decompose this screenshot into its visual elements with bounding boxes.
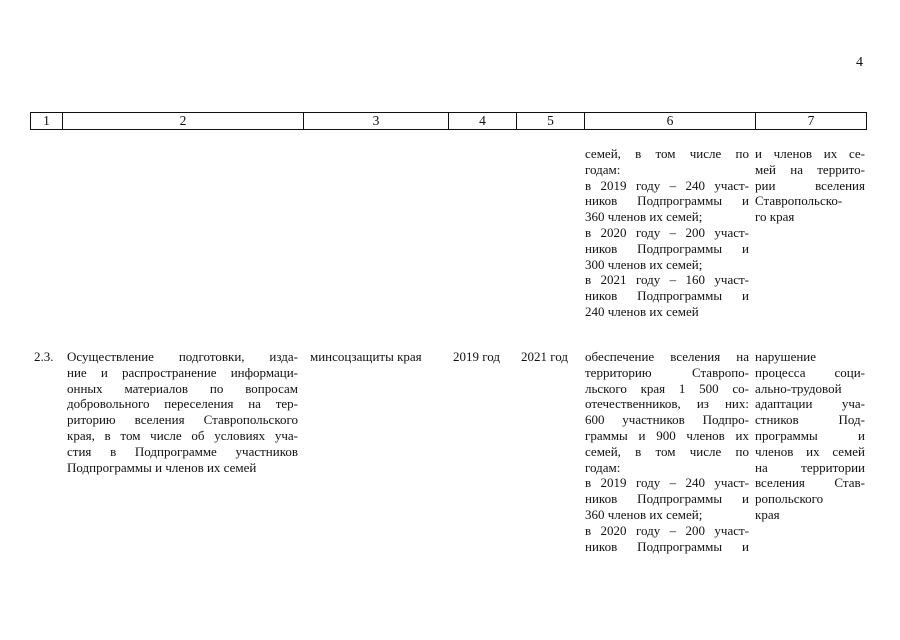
continuation-consequence-line: и членов их се- — [755, 146, 865, 161]
expected-result-line: ников Подпрограммы и — [585, 491, 749, 507]
continuation-consequence-line: рии вселения — [755, 177, 865, 193]
continuation-result-line: ников Подпрограммы и — [585, 288, 749, 304]
consequence-line: ропольского — [755, 491, 824, 507]
executor-cell: минсоцзащиты края — [310, 349, 422, 364]
page-number: 4 — [856, 55, 863, 70]
row-number: 2.3. — [34, 349, 54, 364]
expected-result-line: в 2019 году – 240 участ- — [585, 475, 749, 491]
expected-result-line: ников Подпрограммы и — [585, 538, 749, 554]
expected-result-line: обеспечение вселения на — [585, 349, 749, 364]
column-number-6: 6 — [585, 113, 756, 130]
measure-description-line: Осуществление подготовки, изда- — [67, 349, 298, 364]
column-header-row — [30, 112, 867, 130]
consequence-line: процесса соци- — [755, 364, 865, 380]
expected-result-line: годам: — [585, 459, 621, 475]
start-year-cell: 2019 год — [453, 349, 500, 364]
expected-result-cell — [585, 349, 749, 554]
expected-result-line: в 2020 году – 200 участ- — [585, 522, 749, 538]
consequence-cell — [755, 349, 865, 523]
continuation-result-line: в 2021 году – 160 участ- — [585, 272, 749, 288]
consequence-line: программы и — [755, 427, 865, 443]
measure-description-line: ние и распространение информаци- — [67, 364, 298, 380]
continuation-consequence-line: Ставропольско- — [755, 193, 843, 209]
consequence-line: нарушение — [755, 349, 817, 364]
expected-result-line: 600 участников Подпро- — [585, 412, 749, 428]
expected-result-line: граммы и 900 членов их — [585, 427, 749, 443]
continuation-result-line: семей, в том числе по — [585, 146, 749, 161]
continuation-consequence-line: мей на террито- — [755, 161, 865, 177]
column-number-1: 1 — [31, 113, 63, 130]
expected-result-line: льского края 1 500 со- — [585, 380, 749, 396]
measure-description-line: Подпрограммы и членов их семей — [67, 459, 257, 475]
column-number-3: 3 — [304, 113, 449, 130]
measure-description-line: края, в том числе об условиях уча- — [67, 427, 298, 443]
expected-result-line: территорию Ставропо- — [585, 364, 749, 380]
consequence-line: членов их семей — [755, 443, 865, 459]
continuation-result-line: ников Подпрограммы и — [585, 240, 749, 256]
continuation-result-line: в 2019 году – 240 участ- — [585, 177, 749, 193]
measure-description-line: стия в Подпрограмме участников — [67, 443, 298, 459]
consequence-line: ально-трудовой — [755, 380, 842, 396]
column-number-4: 4 — [449, 113, 517, 130]
end-year-cell: 2021 год — [521, 349, 568, 364]
measure-description-line: добровольного переселения на тер- — [67, 396, 298, 412]
continuation-result-line: годам: — [585, 161, 621, 177]
continuation-result-cell — [585, 146, 749, 320]
expected-result-line: 360 членов их семей; — [585, 506, 703, 522]
measure-description-line: риторию вселения Ставропольского — [67, 412, 298, 428]
continuation-result-line: 360 членов их семей; — [585, 209, 703, 225]
continuation-result-line: ников Подпрограммы и — [585, 193, 749, 209]
column-number-5: 5 — [517, 113, 585, 130]
continuation-consequence-line: го края — [755, 209, 795, 225]
continuation-result-line: 240 членов их семей — [585, 303, 699, 319]
continuation-consequence-cell — [755, 146, 865, 225]
expected-result-line: отечественников, из них: — [585, 396, 749, 412]
measure-description-line: онных материалов по вопросам — [67, 380, 298, 396]
consequence-line: стников Под- — [755, 412, 865, 428]
consequence-line: вселения Став- — [755, 475, 865, 491]
expected-result-line: семей, в том числе по — [585, 443, 749, 459]
column-number-7: 7 — [756, 113, 867, 130]
consequence-line: адаптации уча- — [755, 396, 865, 412]
column-number-2: 2 — [63, 113, 304, 130]
consequence-line: на территории — [755, 459, 865, 475]
continuation-result-line: в 2020 году – 200 участ- — [585, 224, 749, 240]
measure-description-cell — [67, 349, 298, 475]
consequence-line: края — [755, 506, 780, 522]
continuation-result-line: 300 членов их семей; — [585, 256, 703, 272]
